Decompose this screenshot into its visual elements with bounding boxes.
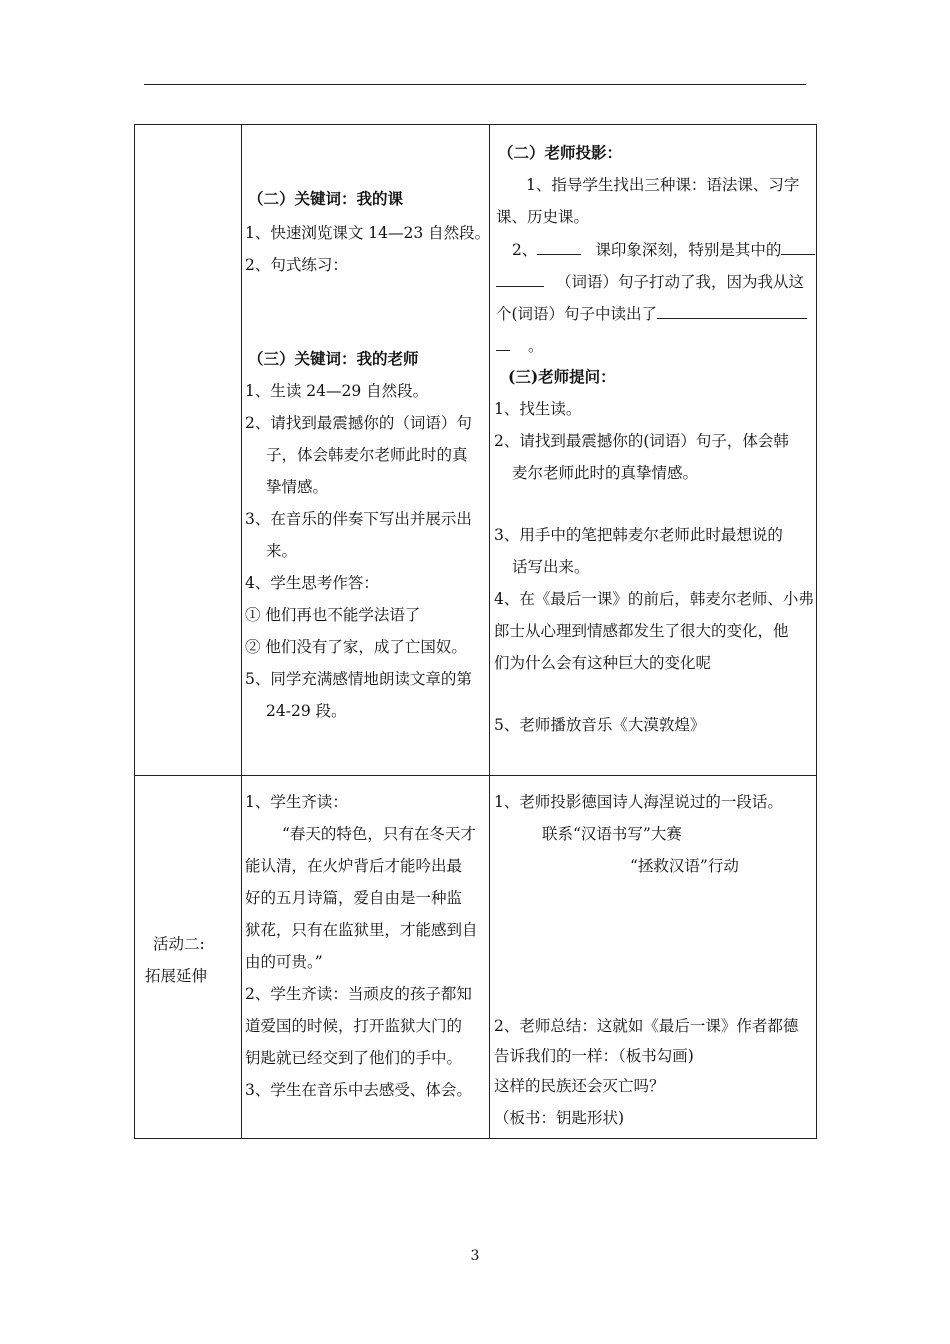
teacher-line: 这样的民族还会灭亡吗？ <box>494 1077 665 1095</box>
student-line: 1、生读 24—29 自然段。 <box>245 382 429 400</box>
student-line: 1、学生齐读： <box>245 793 348 811</box>
activity-label: 拓展延伸 <box>145 967 208 985</box>
student-line: 3、在音乐的伴奏下写出并展示出 <box>245 510 472 528</box>
fill-in-line <box>496 303 807 324</box>
teacher-line: 2、老师总结：这就如《最后一课》作者都德 <box>494 1017 799 1035</box>
student-activity-cell <box>242 776 490 1139</box>
student-line: 5、同学充满感情地朗读文章的第 <box>245 670 472 688</box>
teacher-activity-cell <box>490 125 817 776</box>
student-activity-cell <box>242 125 490 776</box>
student-line: 2、学生齐读：当顽皮的孩子都知 <box>245 985 472 1003</box>
teacher-line: 1、老师投影德国诗人海涅说过的一段话。 <box>494 793 783 811</box>
teacher-line: 课、历史课。 <box>496 208 590 226</box>
teacher-activity-cell <box>490 776 817 1139</box>
fill-in-text: 。 <box>528 337 544 355</box>
teacher-line: 1、指导学生找出三种课：语法课、习字 <box>526 176 800 194</box>
fill-in-line <box>496 335 544 356</box>
student-line: 子，体会韩麦尔老师此时的真 <box>266 446 468 464</box>
teacher-heading-projection: （二）老师投影： <box>498 143 623 162</box>
fill-blank <box>496 335 510 351</box>
teacher-line: （板书：钥匙形状) <box>494 1109 625 1127</box>
fill-in-text: 课印象深刻，特别是其中的 <box>595 241 782 259</box>
poem-line: “春天的特色，只有在冬天才 <box>282 825 476 843</box>
student-line: 3、学生在音乐中去感受、体会。 <box>245 1081 472 1099</box>
student-heading-keyword-lesson: （二）关键词：我的课 <box>248 189 404 208</box>
activity-label: 活动二: <box>153 935 205 953</box>
teacher-line: 麦尔老师此时的真挚情感。 <box>512 464 699 482</box>
poem-line: 好的五月诗篇，爱自由是一种监 <box>245 889 463 907</box>
lesson-table <box>134 124 817 1139</box>
poem-line: 狱花，只有在监狱里，才能感到自 <box>245 921 478 939</box>
student-line: 2、句式练习： <box>245 256 348 274</box>
student-line: 来。 <box>266 542 298 560</box>
student-line: ① 他们再也不能学法语了 <box>245 606 421 624</box>
teacher-heading-questions: (三)老师提问： <box>508 367 616 386</box>
teacher-line: 2、请找到最震撼你的(词语）句子，体会韩 <box>494 432 789 450</box>
fill-in-line <box>496 271 804 292</box>
activity-cell <box>135 125 242 776</box>
teacher-line: 话写出来。 <box>512 558 590 576</box>
student-line: 24-29 段。 <box>266 702 347 720</box>
fill-blank <box>781 239 815 255</box>
fill-blank <box>496 271 544 287</box>
student-line: 钥匙就已经交到了他们的手中。 <box>245 1049 463 1067</box>
fill-in-line <box>512 239 815 260</box>
student-line: ② 他们没有了家，成了亡国奴。 <box>245 638 467 656</box>
teacher-line: 3、用手中的笔把韩麦尔老师此时最想说的 <box>494 526 783 544</box>
teacher-line: 5、老师播放音乐《大漠敦煌》 <box>494 716 706 734</box>
poem-line: 由的可贵。” <box>245 953 323 971</box>
table-row <box>135 776 817 1139</box>
student-heading-keyword-teacher: （三）关键词：我的老师 <box>248 349 419 368</box>
page-number: 3 <box>470 1248 480 1264</box>
fill-in-text: 2、 <box>512 241 538 259</box>
activity-cell <box>135 776 242 1139</box>
teacher-line: 们为什么会有这种巨大的变化呢 <box>494 654 712 672</box>
student-line: 1、快速浏览课文 14—23 自然段。 <box>245 224 491 242</box>
teacher-line: 4、在《最后一课》的前后，韩麦尔老师、小弗 <box>494 590 814 608</box>
student-line: 道爱国的时候，打开监狱大门的 <box>245 1017 463 1035</box>
teacher-line: 联系“汉语书写”大赛 <box>542 825 682 843</box>
fill-in-text: （词语）句子打动了我，因为我从这 <box>556 273 805 291</box>
teacher-line: 郎士从心理到情感都发生了很大的变化，他 <box>494 622 789 640</box>
teacher-line: 告诉我们的一样：（板书勾画) <box>494 1047 694 1065</box>
header-rule <box>144 84 806 85</box>
poem-line: 能认清，在火炉背后才能吟出最 <box>245 857 463 875</box>
table-row <box>135 125 817 776</box>
student-line: 4、学生思考作答： <box>245 574 379 592</box>
fill-blank <box>537 239 581 255</box>
student-line: 挚情感。 <box>266 478 329 496</box>
teacher-line: “拯救汉语”行动 <box>630 857 739 875</box>
fill-blank <box>657 303 807 319</box>
teacher-line: 1、找生读。 <box>494 400 582 418</box>
fill-in-text: 个(词语）句子中读出了 <box>496 305 658 323</box>
student-line: 2、请找到最震撼你的（词语）句 <box>245 414 472 432</box>
